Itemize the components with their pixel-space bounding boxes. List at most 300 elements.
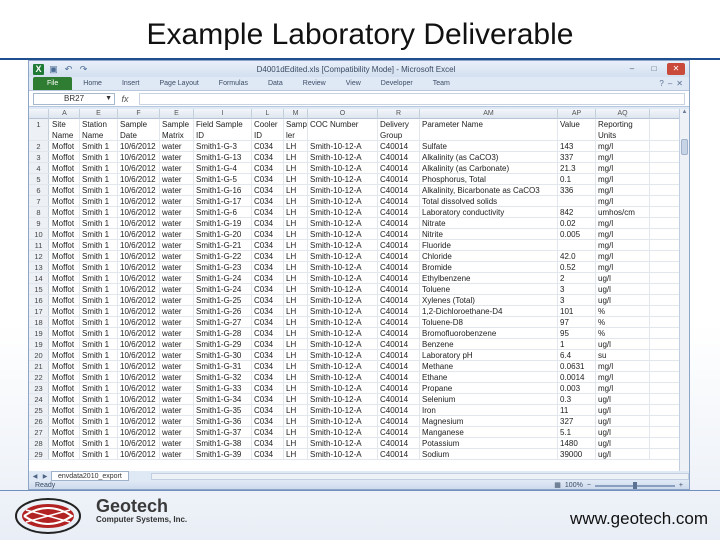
table-cell[interactable]: C034 [252, 262, 284, 272]
table-cell[interactable]: 10/6/2012 [118, 438, 160, 448]
table-cell[interactable]: C034 [252, 185, 284, 195]
table-cell[interactable]: ug/l [596, 339, 650, 349]
table-cell[interactable]: water [160, 306, 194, 316]
row-number[interactable]: 8 [29, 207, 49, 217]
table-cell[interactable]: Moffot [50, 196, 80, 206]
table-cell[interactable]: C40014 [378, 449, 420, 459]
table-cell[interactable]: 0.3 [558, 394, 596, 404]
row-number[interactable]: 3 [29, 152, 49, 162]
table-cell[interactable]: 1,2-Dichloroethane-D4 [420, 306, 558, 316]
table-cell[interactable]: water [160, 427, 194, 437]
table-cell[interactable]: Smith 1 [80, 251, 118, 261]
table-cell[interactable]: C40014 [378, 174, 420, 184]
table-cell[interactable]: Smith1-G-6 [194, 207, 252, 217]
table-cell[interactable]: Moffot [50, 372, 80, 382]
table-cell[interactable]: C034 [252, 438, 284, 448]
table-cell[interactable]: C034 [252, 240, 284, 250]
row-number[interactable]: 7 [29, 196, 49, 206]
table-cell[interactable]: 10/6/2012 [118, 427, 160, 437]
table-cell[interactable]: water [160, 317, 194, 327]
table-cell[interactable]: Smith-10-12-A [308, 196, 378, 206]
table-cell[interactable]: Moffot [50, 383, 80, 393]
tab-developer[interactable]: Developer [380, 80, 413, 87]
table-cell[interactable]: Smith 1 [80, 383, 118, 393]
table-cell[interactable]: Moffot [50, 273, 80, 283]
table-cell[interactable]: 10/6/2012 [118, 163, 160, 173]
ribbon-minimize-icon[interactable]: – [667, 79, 673, 88]
tab-formulas[interactable]: Formulas [218, 80, 248, 87]
table-cell[interactable]: ug/l [596, 405, 650, 415]
table-cell[interactable]: Smith1-G-24 [194, 284, 252, 294]
table-cell[interactable]: LH [284, 350, 308, 360]
table-cell[interactable]: Smith 1 [80, 405, 118, 415]
table-cell[interactable]: Smith1-G-37 [194, 427, 252, 437]
table-cell[interactable]: C40014 [378, 317, 420, 327]
table-cell[interactable]: C40014 [378, 163, 420, 173]
table-cell[interactable]: Moffot [50, 306, 80, 316]
first-sheet-icon[interactable]: ◀ [32, 473, 38, 480]
table-cell[interactable]: C40014 [378, 328, 420, 338]
table-cell[interactable]: Sulfate [420, 141, 558, 151]
table-cell[interactable]: mg/l [596, 262, 650, 272]
table-cell[interactable]: ug/l [596, 284, 650, 294]
row-number[interactable]: 21 [29, 361, 49, 371]
table-cell[interactable]: 0.02 [558, 218, 596, 228]
table-cell[interactable]: 337 [558, 152, 596, 162]
table-cell[interactable]: Alkalinity (as Carbonate) [420, 163, 558, 173]
row-number[interactable]: 11 [29, 240, 49, 250]
table-cell[interactable]: LH [284, 416, 308, 426]
table-cell[interactable]: Smith1-G-31 [194, 361, 252, 371]
table-cell[interactable]: Moffot [50, 284, 80, 294]
table-cell[interactable]: LH [284, 328, 308, 338]
table-cell[interactable]: C034 [252, 163, 284, 173]
table-cell[interactable]: Smith-10-12-A [308, 262, 378, 272]
table-cell[interactable]: Smith 1 [80, 295, 118, 305]
table-cell[interactable]: 95 [558, 328, 596, 338]
table-cell[interactable]: Nitrate [420, 218, 558, 228]
table-cell[interactable]: Moffot [50, 163, 80, 173]
table-cell[interactable]: su [596, 350, 650, 360]
table-cell[interactable]: 10/6/2012 [118, 141, 160, 151]
table-cell[interactable]: LH [284, 372, 308, 382]
table-cell[interactable]: C034 [252, 317, 284, 327]
table-cell[interactable]: Moffot [50, 405, 80, 415]
table-cell[interactable]: mg/l [596, 372, 650, 382]
table-cell[interactable]: Moffot [50, 207, 80, 217]
table-cell[interactable]: C034 [252, 339, 284, 349]
table-cell[interactable]: C40014 [378, 383, 420, 393]
table-cell[interactable]: Smith1-G-21 [194, 240, 252, 250]
table-cell[interactable]: C40014 [378, 262, 420, 272]
table-cell[interactable]: 10/6/2012 [118, 383, 160, 393]
table-cell[interactable]: Smith-10-12-A [308, 416, 378, 426]
table-cell[interactable]: 10/6/2012 [118, 328, 160, 338]
table-cell[interactable]: Moffot [50, 416, 80, 426]
table-cell[interactable]: Moffot [50, 152, 80, 162]
table-cell[interactable]: LH [284, 207, 308, 217]
row-number[interactable]: 25 [29, 405, 49, 415]
table-cell[interactable]: Smith-10-12-A [308, 295, 378, 305]
table-cell[interactable]: Moffot [50, 328, 80, 338]
table-cell[interactable]: 10/6/2012 [118, 295, 160, 305]
table-cell[interactable]: C40014 [378, 361, 420, 371]
row-number[interactable]: 18 [29, 317, 49, 327]
table-cell[interactable]: Smith1-G-30 [194, 350, 252, 360]
table-cell[interactable]: Smith 1 [80, 438, 118, 448]
table-cell[interactable]: 0.0014 [558, 372, 596, 382]
zoom-in-icon[interactable]: + [678, 482, 683, 489]
table-cell[interactable]: mg/l [596, 185, 650, 195]
table-cell[interactable]: LH [284, 141, 308, 151]
table-cell[interactable]: 10/6/2012 [118, 372, 160, 382]
table-cell[interactable]: 101 [558, 306, 596, 316]
table-cell[interactable]: Smith-10-12-A [308, 438, 378, 448]
zoom-out-icon[interactable]: − [586, 482, 591, 489]
row-number[interactable]: 12 [29, 251, 49, 261]
table-cell[interactable]: Propane [420, 383, 558, 393]
table-cell[interactable]: 10/6/2012 [118, 416, 160, 426]
table-cell[interactable]: C40014 [378, 339, 420, 349]
redo-icon[interactable]: ↷ [79, 63, 88, 74]
table-cell[interactable]: Smith 1 [80, 207, 118, 217]
table-cell[interactable]: Smith1-G-13 [194, 152, 252, 162]
table-cell[interactable]: C034 [252, 328, 284, 338]
help-icon[interactable]: ? [659, 79, 664, 88]
last-sheet-icon[interactable]: ▶ [42, 473, 48, 480]
table-cell[interactable]: 10/6/2012 [118, 405, 160, 415]
zoom-thumb[interactable] [633, 482, 637, 490]
table-cell[interactable]: 10/6/2012 [118, 361, 160, 371]
table-cell[interactable]: water [160, 240, 194, 250]
table-cell[interactable]: Smith-10-12-A [308, 383, 378, 393]
table-cell[interactable]: 42.0 [558, 251, 596, 261]
column-header[interactable]: Cooler ID [252, 119, 284, 140]
table-cell[interactable]: C034 [252, 207, 284, 217]
table-cell[interactable]: 10/6/2012 [118, 350, 160, 360]
table-cell[interactable]: Moffot [50, 339, 80, 349]
zoom-slider[interactable] [595, 485, 675, 487]
table-cell[interactable]: LH [284, 229, 308, 239]
table-cell[interactable]: LH [284, 427, 308, 437]
column-header[interactable]: Field Sample ID [194, 119, 252, 140]
table-cell[interactable]: Moffot [50, 262, 80, 272]
table-cell[interactable]: Smith1-G-32 [194, 372, 252, 382]
table-cell[interactable]: C034 [252, 152, 284, 162]
table-cell[interactable]: Smith1-G-39 [194, 449, 252, 459]
table-cell[interactable]: Smith 1 [80, 427, 118, 437]
table-cell[interactable]: mg/l [596, 383, 650, 393]
table-cell[interactable]: Methane [420, 361, 558, 371]
column-letter[interactable]: E [160, 109, 194, 119]
table-cell[interactable]: 10/6/2012 [118, 240, 160, 250]
table-cell[interactable]: Smith1-G-4 [194, 163, 252, 173]
table-cell[interactable]: 10/6/2012 [118, 262, 160, 272]
table-cell[interactable]: LH [284, 152, 308, 162]
table-cell[interactable]: 6.4 [558, 350, 596, 360]
table-cell[interactable]: water [160, 416, 194, 426]
table-cell[interactable]: C40014 [378, 240, 420, 250]
table-cell[interactable]: water [160, 383, 194, 393]
table-cell[interactable]: Laboratory pH [420, 350, 558, 360]
undo-icon[interactable]: ↶ [64, 63, 73, 74]
table-cell[interactable]: Smith 1 [80, 350, 118, 360]
table-cell[interactable]: Smith 1 [80, 284, 118, 294]
table-cell[interactable]: Smith-10-12-A [308, 163, 378, 173]
table-cell[interactable]: C40014 [378, 251, 420, 261]
table-cell[interactable]: 0.0631 [558, 361, 596, 371]
sheet-tab[interactable]: envdata2010_export [51, 471, 129, 481]
ribbon-close-icon[interactable]: ✕ [676, 79, 683, 88]
table-cell[interactable]: C40014 [378, 405, 420, 415]
row-number[interactable]: 27 [29, 427, 49, 437]
row-number[interactable]: 19 [29, 328, 49, 338]
table-cell[interactable]: Sodium [420, 449, 558, 459]
table-cell[interactable] [558, 240, 596, 250]
table-cell[interactable]: 10/6/2012 [118, 339, 160, 349]
table-cell[interactable]: Smith-10-12-A [308, 361, 378, 371]
save-icon[interactable]: ▣ [49, 63, 58, 74]
row-number[interactable]: 23 [29, 383, 49, 393]
table-cell[interactable]: water [160, 273, 194, 283]
table-cell[interactable]: C40014 [378, 394, 420, 404]
table-cell[interactable]: Benzene [420, 339, 558, 349]
table-cell[interactable]: C034 [252, 174, 284, 184]
table-cell[interactable]: C034 [252, 361, 284, 371]
table-cell[interactable]: C40014 [378, 350, 420, 360]
table-cell[interactable]: mg/l [596, 218, 650, 228]
column-letter[interactable]: F [118, 109, 160, 119]
table-cell[interactable]: water [160, 207, 194, 217]
row-number[interactable]: 24 [29, 394, 49, 404]
table-cell[interactable]: 842 [558, 207, 596, 217]
table-cell[interactable]: Smith-10-12-A [308, 405, 378, 415]
table-cell[interactable]: Smith 1 [80, 273, 118, 283]
table-cell[interactable]: ug/l [596, 295, 650, 305]
table-cell[interactable]: Smith-10-12-A [308, 449, 378, 459]
table-cell[interactable]: LH [284, 339, 308, 349]
table-cell[interactable]: water [160, 350, 194, 360]
table-cell[interactable]: Smith-10-12-A [308, 350, 378, 360]
row-number[interactable]: 14 [29, 273, 49, 283]
table-cell[interactable]: C034 [252, 295, 284, 305]
tab-data[interactable]: Data [267, 80, 283, 87]
table-cell[interactable]: 10/6/2012 [118, 317, 160, 327]
table-cell[interactable]: 10/6/2012 [118, 273, 160, 283]
table-cell[interactable]: LH [284, 317, 308, 327]
table-cell[interactable]: 10/6/2012 [118, 306, 160, 316]
table-cell[interactable]: 0.1 [558, 174, 596, 184]
table-cell[interactable]: Smith-10-12-A [308, 229, 378, 239]
table-cell[interactable]: ug/l [596, 273, 650, 283]
table-cell[interactable]: Alkalinity, Bicarbonate as CaCO3 [420, 185, 558, 195]
table-cell[interactable]: LH [284, 394, 308, 404]
close-icon[interactable]: ✕ [667, 63, 685, 75]
column-letter[interactable]: L [252, 109, 284, 119]
table-cell[interactable]: Smith 1 [80, 196, 118, 206]
row-number[interactable]: 2 [29, 141, 49, 151]
table-cell[interactable]: Smith1-G-23 [194, 262, 252, 272]
table-cell[interactable]: mg/l [596, 163, 650, 173]
row-number[interactable]: 15 [29, 284, 49, 294]
row-number[interactable]: 20 [29, 350, 49, 360]
table-cell[interactable]: Smith-10-12-A [308, 207, 378, 217]
scroll-up-icon[interactable]: ▲ [681, 109, 688, 115]
table-cell[interactable]: water [160, 196, 194, 206]
column-header[interactable]: Sample Date [118, 119, 160, 140]
table-cell[interactable]: Moffot [50, 174, 80, 184]
table-cell[interactable]: water [160, 284, 194, 294]
column-letter[interactable]: E [80, 109, 118, 119]
table-cell[interactable]: LH [284, 295, 308, 305]
table-cell[interactable]: Smith1-G-29 [194, 339, 252, 349]
row-number[interactable]: 26 [29, 416, 49, 426]
column-header[interactable]: Value [558, 119, 596, 140]
table-cell[interactable]: water [160, 438, 194, 448]
table-cell[interactable]: C034 [252, 218, 284, 228]
column-letter[interactable]: M [284, 109, 308, 119]
table-cell[interactable]: water [160, 372, 194, 382]
table-cell[interactable]: Smith-10-12-A [308, 427, 378, 437]
row-number[interactable]: 29 [29, 449, 49, 459]
table-cell[interactable]: C034 [252, 229, 284, 239]
table-cell[interactable]: Smith-10-12-A [308, 394, 378, 404]
table-cell[interactable]: Smith 1 [80, 394, 118, 404]
normal-view-icon[interactable]: ▦ [554, 482, 561, 489]
table-cell[interactable]: mg/l [596, 229, 650, 239]
fx-icon[interactable]: fx [121, 93, 129, 104]
table-cell[interactable]: LH [284, 196, 308, 206]
table-cell[interactable]: Smith1-G-17 [194, 196, 252, 206]
tab-home[interactable]: Home [83, 80, 102, 87]
table-cell[interactable]: Smith-10-12-A [308, 372, 378, 382]
table-cell[interactable]: water [160, 218, 194, 228]
table-cell[interactable]: % [596, 317, 650, 327]
table-cell[interactable]: Smith1-G-19 [194, 218, 252, 228]
table-cell[interactable]: Moffot [50, 218, 80, 228]
table-cell[interactable]: water [160, 449, 194, 459]
table-cell[interactable]: C40014 [378, 185, 420, 195]
select-all-corner[interactable] [29, 109, 49, 119]
table-cell[interactable]: Toluene-D8 [420, 317, 558, 327]
table-cell[interactable]: Moffot [50, 317, 80, 327]
row-number[interactable]: 6 [29, 185, 49, 195]
table-cell[interactable]: Smith1-G-35 [194, 405, 252, 415]
table-cell[interactable]: Smith1-G-25 [194, 295, 252, 305]
table-cell[interactable]: Smith1-G-20 [194, 229, 252, 239]
table-cell[interactable]: Smith1-G-5 [194, 174, 252, 184]
table-cell[interactable]: Bromofluorobenzene [420, 328, 558, 338]
table-cell[interactable]: % [596, 306, 650, 316]
table-cell[interactable]: Moffot [50, 350, 80, 360]
table-cell[interactable]: LH [284, 262, 308, 272]
table-cell[interactable]: water [160, 152, 194, 162]
table-cell[interactable]: water [160, 295, 194, 305]
column-header[interactable]: Site Name [50, 119, 80, 140]
table-cell[interactable]: 10/6/2012 [118, 196, 160, 206]
table-cell[interactable]: Potassium [420, 438, 558, 448]
row-number[interactable]: 19 [29, 339, 49, 349]
table-cell[interactable]: mg/l [596, 240, 650, 250]
table-cell[interactable]: Ethylbenzene [420, 273, 558, 283]
table-cell[interactable]: C034 [252, 251, 284, 261]
table-cell[interactable]: 10/6/2012 [118, 185, 160, 195]
row-number[interactable]: 4 [29, 163, 49, 173]
table-cell[interactable]: Moffot [50, 240, 80, 250]
table-cell[interactable]: Smith1-G-38 [194, 438, 252, 448]
table-cell[interactable]: C034 [252, 284, 284, 294]
table-cell[interactable]: Smith 1 [80, 174, 118, 184]
table-cell[interactable]: Smith 1 [80, 163, 118, 173]
table-cell[interactable]: Smith-10-12-A [308, 174, 378, 184]
table-cell[interactable]: mg/l [596, 141, 650, 151]
table-cell[interactable]: 39000 [558, 449, 596, 459]
table-cell[interactable]: water [160, 174, 194, 184]
table-cell[interactable]: LH [284, 306, 308, 316]
table-cell[interactable] [558, 196, 596, 206]
table-cell[interactable]: Smith-10-12-A [308, 339, 378, 349]
table-cell[interactable]: LH [284, 273, 308, 283]
table-cell[interactable]: C034 [252, 196, 284, 206]
table-cell[interactable]: Phosphorus, Total [420, 174, 558, 184]
table-cell[interactable]: C034 [252, 394, 284, 404]
table-cell[interactable]: mg/l [596, 361, 650, 371]
table-cell[interactable]: 327 [558, 416, 596, 426]
table-cell[interactable]: C40014 [378, 218, 420, 228]
column-letter[interactable]: O [308, 109, 378, 119]
table-cell[interactable]: Smith 1 [80, 328, 118, 338]
tab-view[interactable]: View [345, 80, 361, 87]
table-cell[interactable]: 10/6/2012 [118, 174, 160, 184]
table-cell[interactable]: Selenium [420, 394, 558, 404]
table-cell[interactable]: Moffot [50, 185, 80, 195]
table-cell[interactable]: C40014 [378, 295, 420, 305]
table-cell[interactable]: 10/6/2012 [118, 152, 160, 162]
row-number[interactable]: 1 [29, 119, 49, 140]
table-cell[interactable]: C034 [252, 449, 284, 459]
table-cell[interactable]: 1480 [558, 438, 596, 448]
table-cell[interactable]: Moffot [50, 449, 80, 459]
row-number[interactable]: 5 [29, 174, 49, 184]
table-cell[interactable]: Smith-10-12-A [308, 273, 378, 283]
table-cell[interactable]: water [160, 141, 194, 151]
table-cell[interactable]: C40014 [378, 416, 420, 426]
table-cell[interactable]: Toluene [420, 284, 558, 294]
table-cell[interactable]: Moffot [50, 361, 80, 371]
table-cell[interactable]: LH [284, 449, 308, 459]
table-cell[interactable]: Smith1-G-28 [194, 328, 252, 338]
horizontal-scrollbar[interactable] [151, 473, 689, 480]
table-cell[interactable]: Smith1-G-3 [194, 141, 252, 151]
table-cell[interactable]: C034 [252, 416, 284, 426]
row-number[interactable]: 22 [29, 372, 49, 382]
table-cell[interactable]: Smith-10-12-A [308, 328, 378, 338]
table-cell[interactable]: C034 [252, 427, 284, 437]
table-cell[interactable]: LH [284, 218, 308, 228]
column-letter[interactable]: A [50, 109, 80, 119]
row-number[interactable]: 13 [29, 262, 49, 272]
vertical-scrollbar[interactable] [679, 109, 689, 471]
table-cell[interactable]: water [160, 339, 194, 349]
table-cell[interactable]: water [160, 251, 194, 261]
table-cell[interactable]: water [160, 185, 194, 195]
table-cell[interactable]: Smith-10-12-A [308, 152, 378, 162]
zoom-value[interactable]: 100% [564, 482, 583, 489]
table-cell[interactable]: Moffot [50, 251, 80, 261]
table-cell[interactable]: Smith 1 [80, 229, 118, 239]
table-cell[interactable]: Smith 1 [80, 218, 118, 228]
table-cell[interactable]: LH [284, 383, 308, 393]
